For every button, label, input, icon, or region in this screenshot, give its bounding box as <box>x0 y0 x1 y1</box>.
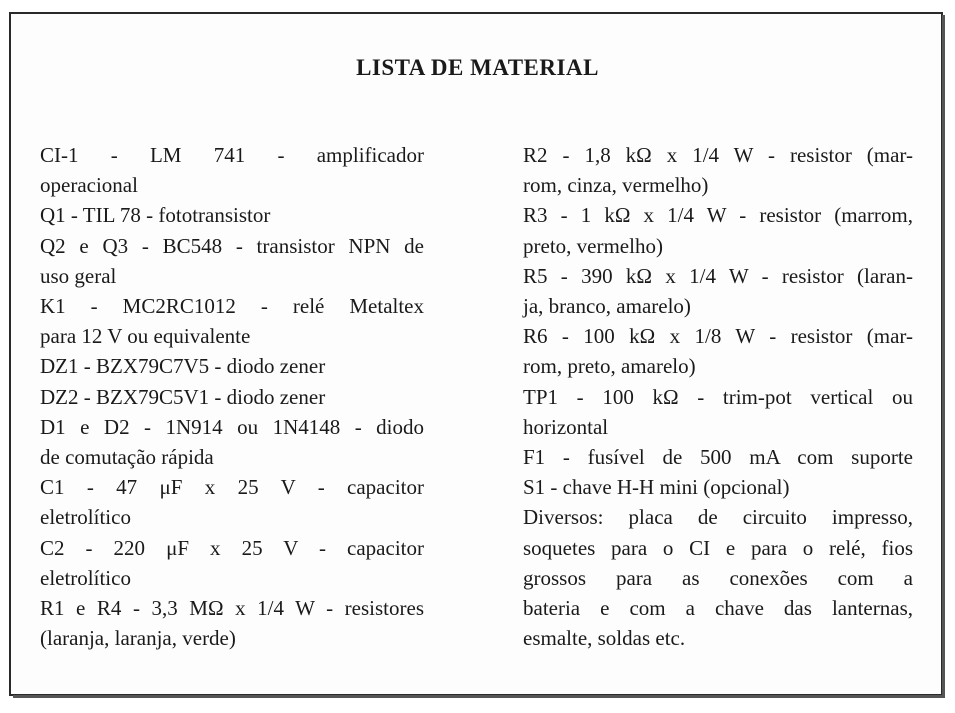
list-item-line: operacional <box>40 173 138 198</box>
list-item-line: TP1 - 100 kΩ - trim-pot vertical ou <box>523 384 913 409</box>
list-item-line: uso geral <box>40 263 117 288</box>
list-item-line: DZ1 - BZX79C7V5 - diodo zener <box>40 354 326 379</box>
list-item-line: eletrolítico <box>40 505 131 530</box>
list-item-line: Q2 e Q3 - BC548 - transistor NPN de <box>40 233 424 258</box>
list-item-line: R3 - 1 kΩ x 1/4 W - resistor (marrom, <box>523 203 913 228</box>
list-item-line: F1 - fusível de 500 mA com suporte <box>523 445 913 470</box>
list-item-line: esmalte, soldas etc. <box>523 626 686 651</box>
list-item-line: Diversos: placa de circuito impresso, <box>523 505 913 530</box>
frame-shadow-bottom <box>13 695 945 698</box>
frame-shadow-right <box>942 15 945 698</box>
list-item-line: de comutação rápida <box>40 445 214 470</box>
list-item-line: ja, branco, amarelo) <box>523 294 691 319</box>
list-item-line: R2 - 1,8 kΩ x 1/4 W - resistor (mar- <box>523 143 913 167</box>
list-item-line: horizontal <box>523 414 609 439</box>
list-item-line: (laranja, laranja, verde) <box>40 626 236 651</box>
list-item-line: DZ2 - BZX79C5V1 - diodo zener <box>40 384 326 409</box>
list-item-line: C2 - 220 μF x 25 V - capacitor <box>40 535 424 560</box>
page-title: LISTA DE MATERIAL <box>356 55 599 80</box>
list-item-line: R6 - 100 kΩ x 1/8 W - resistor (mar- <box>523 324 913 349</box>
list-item-line: CI-1 - LM 741 - amplificador <box>40 143 424 167</box>
list-item-line: R5 - 390 kΩ x 1/4 W - resistor (laran- <box>523 263 913 288</box>
list-item-line: soquetes para o CI e para o relé, fios <box>523 535 913 560</box>
list-item-line: bateria e com a chave das lanternas, <box>523 596 913 621</box>
list-item-line: C1 - 47 μF x 25 V - capacitor <box>40 475 424 500</box>
list-item-line: D1 e D2 - 1N914 ou 1N4148 - diodo <box>40 414 424 439</box>
list-item-line: eletrolítico <box>40 565 131 590</box>
right-column <box>523 140 913 653</box>
list-item-line: rom, cinza, vermelho) <box>523 173 709 198</box>
list-item-line: S1 - chave H-H mini (opcional) <box>523 475 790 500</box>
list-item-line: K1 - MC2RC1012 - relé Metaltex <box>40 294 424 319</box>
list-item-line: rom, preto, amarelo) <box>523 354 696 379</box>
list-item-line: R1 e R4 - 3,3 MΩ x 1/4 W - resistores <box>40 596 424 621</box>
list-item-line: preto, vermelho) <box>523 233 663 258</box>
list-item-line: grossos para as conexões com a <box>523 565 913 590</box>
list-item-line: para 12 V ou equivalente <box>40 324 251 349</box>
list-item-line: Q1 - TIL 78 - fototransistor <box>40 203 271 228</box>
left-column <box>40 140 424 653</box>
